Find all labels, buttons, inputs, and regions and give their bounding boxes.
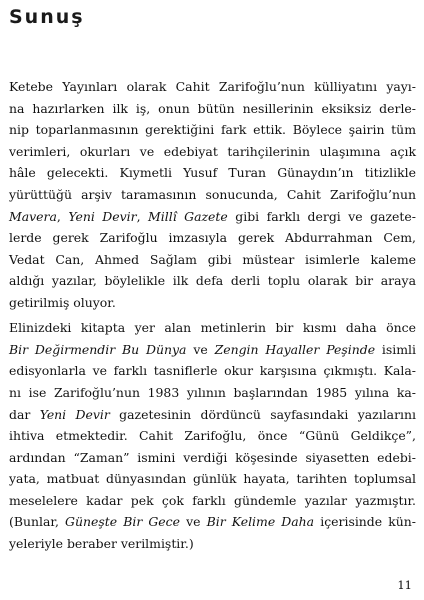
- text-line: [9, 382, 416, 404]
- text-line: [9, 270, 416, 292]
- text-run: ihtiva etmektedir. Cahit Zarifoğlu, önce “Günü Geldikçe”,: [9, 428, 416, 444]
- text-run: verimleri, okurları ve edebiyat tarihçilerinin ulaşımına açık: [9, 143, 416, 159]
- paragraph: [9, 317, 416, 555]
- text-line: [9, 511, 416, 533]
- text-line: [9, 404, 416, 426]
- text-line: [9, 249, 416, 271]
- text-line: [9, 76, 416, 98]
- text-run: yürüttüğü arşiv taramasının sonucunda, Cahit Zarifoğlu’nun: [9, 186, 416, 202]
- text-line: [9, 292, 416, 314]
- body-text: [9, 76, 416, 555]
- italic-title-text: Bir Kelime Daha: [206, 514, 315, 530]
- page-number: 11: [397, 578, 412, 592]
- text-run: hâle gelecekti. Kıymetli Yusuf Turan Günaydın’ın titizlikle: [9, 165, 416, 181]
- page-title: Sunuş: [9, 6, 85, 28]
- text-run: dar: [9, 406, 40, 422]
- text-line: [9, 447, 416, 469]
- text-run: aldığı yazılar, böylelikle ilk defa derli toplu olarak bir araya: [9, 273, 416, 289]
- text-line: [9, 468, 416, 490]
- text-run: nı ise Zarifoğlu’nun 1983 yılının başlarından 1985 yılına ka-: [9, 384, 416, 400]
- paragraph: [9, 76, 416, 314]
- text-line: [9, 339, 416, 361]
- text-line: [9, 119, 416, 141]
- italic-title-text: Bir Değirmendir Bu Dünya: [9, 341, 187, 357]
- text-line: [9, 490, 416, 512]
- italic-title-text: Mavera: [9, 208, 57, 224]
- text-line: [9, 184, 416, 206]
- text-line: [9, 98, 416, 120]
- italic-title-text: Yeni Devir: [68, 208, 137, 224]
- text-run: getirilmiş oluyor.: [9, 294, 116, 310]
- italic-title-text: Millî Gazete: [148, 208, 228, 224]
- italic-title-text: Zengin Hayaller Peşinde: [214, 341, 376, 357]
- text-line: [9, 360, 416, 382]
- text-line: [9, 533, 416, 555]
- text-run: (Bunlar,: [9, 514, 66, 530]
- text-run: isimli: [375, 341, 417, 357]
- text-run: meselelere kadar pek çok farklı gündemle yazılar yazmıştır.: [9, 492, 416, 508]
- text-line: [9, 227, 416, 249]
- text-line: [9, 317, 416, 339]
- italic-title-text: Yeni Devir: [39, 406, 110, 422]
- text-line: [9, 425, 416, 447]
- text-run: gazetesinin dördüncü sayfasındaki yazılarını: [109, 406, 416, 422]
- text-run: gibi farklı dergi ve gazete-: [227, 208, 416, 224]
- text-line: [9, 162, 416, 184]
- text-run: yata, matbuat dünyasından günlük hayata, tarihten toplumsal: [9, 471, 416, 487]
- text-run: nip toparlanmasının gerektiğini fark ettik. Böylece şairin tüm: [9, 122, 416, 138]
- italic-title-text: Güneşte Bir Gece: [65, 514, 180, 530]
- text-run: içerisinde kün-: [314, 514, 416, 530]
- text-line: [9, 206, 416, 228]
- text-run: lerde gerek Zarifoğlu imzasıyla gerek Abdurrahman Cem,: [9, 230, 416, 246]
- text-run: Elinizdeki kitapta yer alan metinlerin bir kısmı daha önce: [9, 320, 416, 336]
- text-run: ,: [136, 208, 149, 224]
- text-run: ve: [186, 341, 215, 357]
- text-run: na hazırlarken ilk iş, onun bütün nesillerinin eksiksiz derle-: [9, 100, 416, 116]
- text-run: edisyonlarla ve farklı tasniflerle okur karşısına çıkmıştı. Kala-: [9, 363, 416, 379]
- text-run: Ketebe Yayınları olarak Cahit Zarifoğlu’nun külliyatını yayı-: [9, 79, 416, 94]
- text-run: yeleriyle beraber verilmiştir.): [9, 536, 194, 552]
- text-line: [9, 141, 416, 163]
- text-run: ve: [180, 514, 207, 530]
- text-run: ardından “Zaman” ismini verdiği köşesinde siyasetten edebi-: [9, 449, 416, 465]
- text-run: ,: [56, 208, 69, 224]
- text-run: Vedat Can, Ahmed Sağlam gibi müstear isimlerle kaleme: [9, 251, 416, 267]
